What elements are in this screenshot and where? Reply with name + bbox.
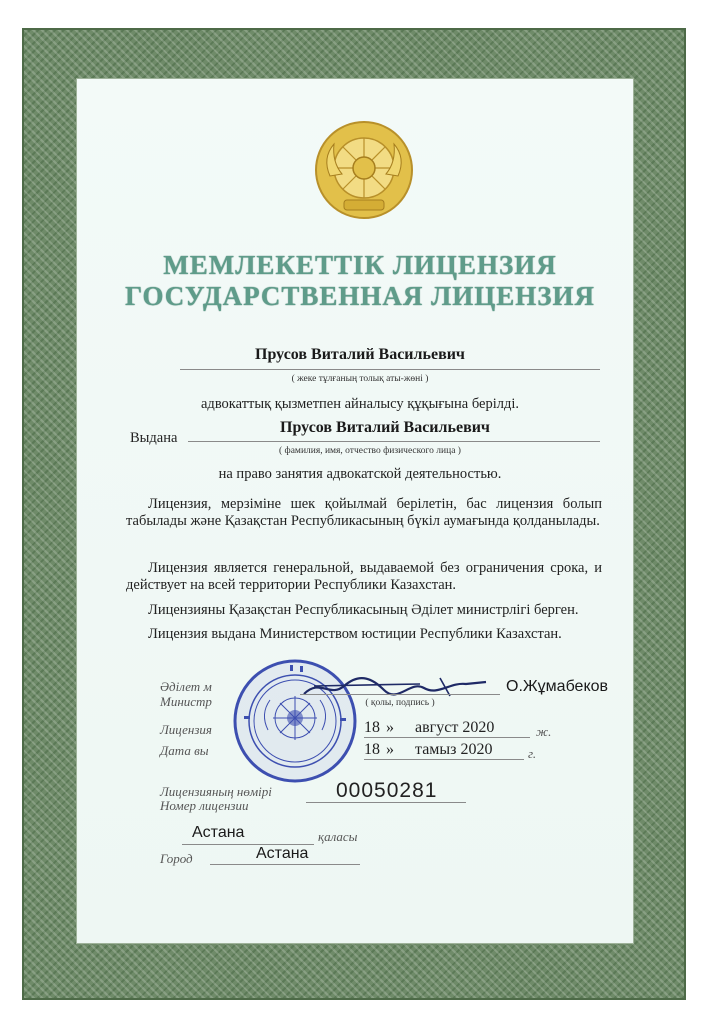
date-label-kk: Лицензия [160, 722, 212, 737]
title-ru: ГОСУДАРСТВЕННАЯ ЛИЦЕНЗИЯ [124, 281, 596, 311]
caption-ru: ( фамилия, имя, отчество физического лица ) [279, 446, 461, 456]
state-emblem-icon [312, 118, 416, 222]
caption-kk: ( жеке тұлғаның толық аты-жөні ) [291, 374, 429, 384]
signature-caption: ( қолы, подпись ) [365, 698, 435, 708]
paragraph-1-kk: Лицензия, мерзіміне шек қойылмай берілетін, бас лицензия болып табылады және Қазақстан Республикасының бүкіл аумағында қолданылады. [126, 496, 602, 529]
date1-suffix: ж. [536, 724, 552, 739]
name-line-kk [180, 369, 600, 370]
issued-label: Выдана [130, 430, 178, 446]
date2-month-year: тамыз 2020 [415, 741, 493, 758]
city-value-kk: Астана [192, 824, 245, 841]
city-line-ru [210, 864, 360, 865]
title-kk: МЕМЛЕКЕТТІК ЛИЦЕНЗИЯ [163, 250, 557, 280]
paragraph-2-kk: Лицензияны Қазақстан Республикасының Әділет министрлігі берген. [148, 602, 579, 618]
date-label-ru: Дата вы [160, 743, 209, 758]
minister-name: О.Жұмабеков [506, 678, 609, 695]
city-label-kk: қаласы [318, 829, 358, 844]
city-value-ru: Астана [256, 845, 309, 862]
holder-name-kk: Прусов Виталий Васильевич [255, 346, 465, 363]
number-label-ru: Номер лицензии [160, 798, 249, 813]
date2-suffix: г. [528, 746, 537, 761]
number-line [306, 802, 466, 803]
number-label-kk: Лицензияның нөмірі [160, 784, 272, 799]
paragraph-1-ru: Лицензия является генеральной, выдаваемой без ограничения срока, и действует на всей территории Республики Казахстан. [126, 560, 602, 593]
signature-line [300, 694, 500, 695]
paragraph-2-ru: Лицензия выдана Министерством юстиции Республики Казахстан. [148, 626, 562, 642]
license-number: 00050281 [336, 779, 438, 802]
date2-day: 18 [364, 741, 380, 758]
date1-day: 18 [364, 719, 380, 736]
date2-line [364, 759, 524, 760]
name-line-ru [188, 441, 600, 442]
minister-label-ru: Министр [160, 694, 212, 709]
date1-month-year: август 2020 [415, 719, 495, 736]
holder-name-ru: Прусов Виталий Васильевич [280, 419, 490, 436]
right-ru: на право занятия адвокатской деятельностью. [218, 466, 502, 482]
city-label-ru: Город [160, 851, 193, 866]
right-kk: адвокаттық қызметпен айналысу құқығына берілді. [201, 396, 519, 412]
date1-line [364, 737, 530, 738]
minister-label-kk: Әділет м [160, 679, 212, 694]
